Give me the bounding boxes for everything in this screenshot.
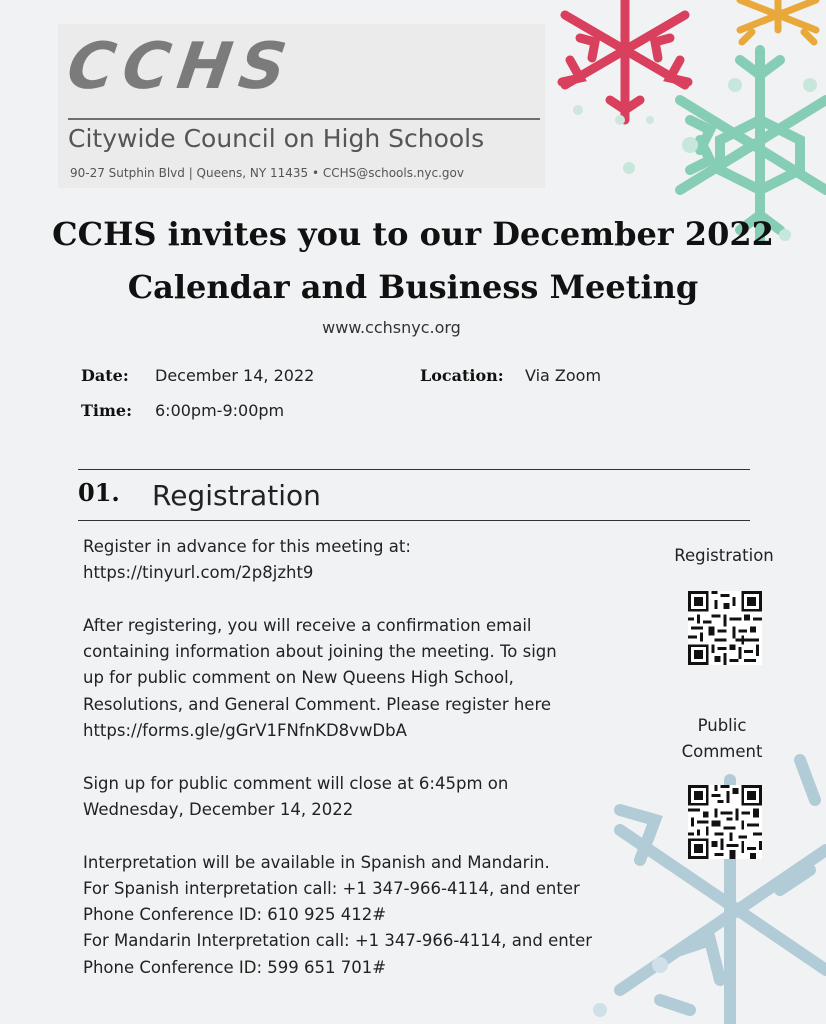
confirmation-paragraph: After registering, you will receive a confirmation email containing information about joining the meeting. To sign up for public comment on New Queens High School, Resolutions, and General Comment. Please register here https://forms.gle/gGrV1FNfnKD8vwDbA <box>83 615 557 741</box>
time-value: 6:00pm-9:00pm <box>155 401 285 420</box>
public-comment-qr-code[interactable] <box>688 785 762 859</box>
date-label: Date: <box>81 366 129 385</box>
logo-divider <box>68 118 540 120</box>
decor-dot <box>623 162 635 174</box>
registration-link[interactable]: https://tinyurl.com/2p8jzht9 <box>83 563 314 583</box>
registration-body <box>83 534 648 1007</box>
register-paragraph: Register in advance for this meeting at: https://tinyurl.com/2p8jzht9 <box>83 537 411 583</box>
title-line-1: CCHS invites you to our December 2022 <box>52 215 774 253</box>
section-number: 01. <box>78 478 120 507</box>
qr-public-comment-label: Public Comment <box>681 716 763 761</box>
cchs-logo: CCHS <box>62 30 299 104</box>
registration-qr-code[interactable] <box>688 591 762 665</box>
section-rule-top <box>78 469 750 470</box>
interpretation-paragraph: Interpretation will be available in Spanish and Mandarin. For Spanish interpretation call: +1 347-966-4114, and enter Phone Conference ID: 610 925 412# For Mandarin Interpretation call: +1 347-966-4114, and enter Phone Conference ID: 599 651 701# <box>83 852 593 977</box>
location-value: Via Zoom <box>525 366 602 385</box>
deadline-paragraph: Sign up for public comment will close at 6:45pm on Wednesday, December 14, 2022 <box>83 773 509 819</box>
section-title: Registration <box>152 479 321 512</box>
page-title <box>0 208 826 314</box>
council-name: Citywide Council on High Schools <box>68 124 485 153</box>
time-label: Time: <box>81 401 132 420</box>
website-link[interactable]: www.cchsnyc.org <box>322 318 461 337</box>
title-line-2: Calendar and Business Meeting <box>127 268 699 306</box>
orange-snowflake-icon <box>730 0 826 50</box>
date-value: December 14, 2022 <box>155 366 315 385</box>
qr-registration-label: Registration <box>674 546 774 565</box>
location-label: Location: <box>420 366 504 385</box>
council-address: 90-27 Sutphin Blvd | Queens, NY 11435 • CCHS@schools.nyc.gov <box>70 166 464 180</box>
public-comment-link[interactable]: https://forms.gle/gGrV1FNfnKD8vwDbA <box>83 721 407 741</box>
section-rule-bottom <box>78 520 750 521</box>
red-snowflake-icon <box>540 0 710 130</box>
